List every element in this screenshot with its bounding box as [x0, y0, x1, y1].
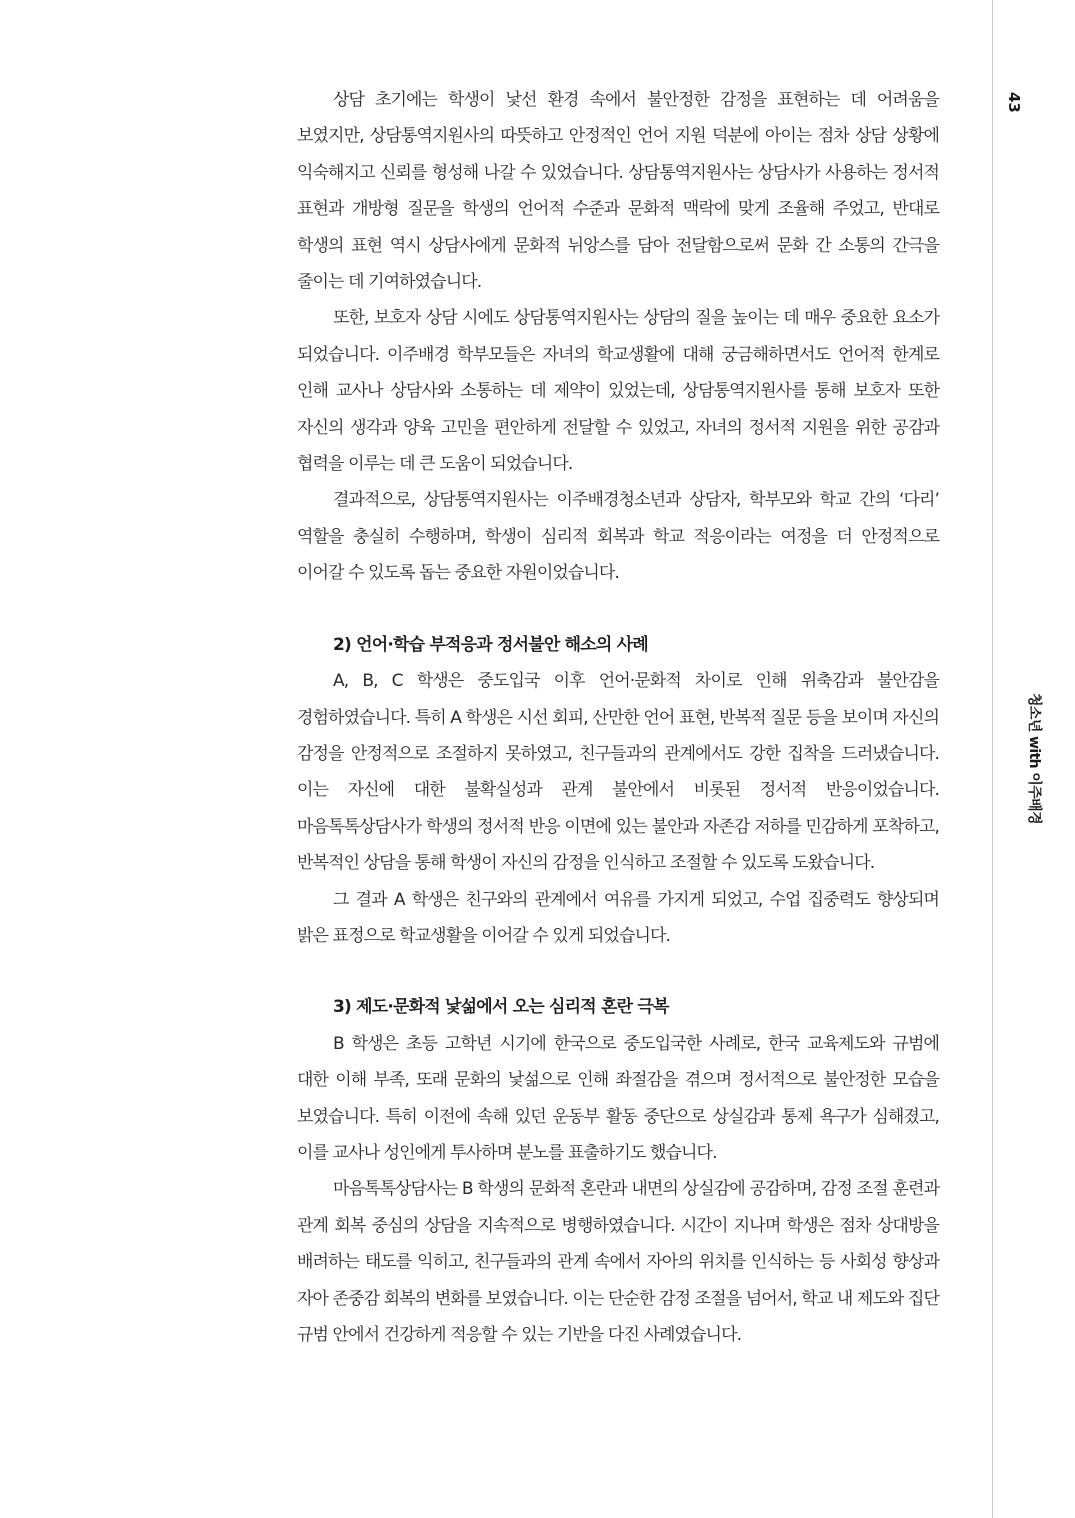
section-heading-3: 3) 제도·문화적 낯섦에서 오는 심리적 혼란 극복: [333, 997, 669, 1018]
paragraph-case-a-result: 그 결과 A 학생은 친구와의 관계에서 여유를 가지게 되었고, 수업 집중력도 향상되며 밝은 표정으로 학교생활을 이어갈 수 있게 되었습니다.: [297, 889, 939, 946]
section-spacer: [297, 954, 939, 989]
paragraph-case-abc: A, B, C 학생은 중도입국 이후 언어·문화적 차이로 인해 위축감과 불안감을 경험하였습니다. 특히 A 학생은 시선 회피, 산만한 언어 표현, 반복적 질문 등을 보이며 자신의 감정을 안정적으로 조절하지 못하였고, 친구들과의 관계에서도 강한 집착을 드러냈습니다. 이는 자신에 대한 불확실성과 관계 불안에서 비롯된 정서적 반응이었습니다. 마음톡톡상담사가 학생의 정서적 반응 이면에 있는 불안과 자존감 저하를 민감하게 포착하고, 반복적인 상담을 통해 학생이 자신의 감정을 인식하고 조절할 수 있도록 도왔습니다.: [297, 671, 939, 874]
running-title: 청소년 with 이주배경: [1026, 693, 1042, 825]
section-heading-2: 2) 언어·학습 부적응과 정서불안 해소의 사례: [333, 634, 648, 655]
paragraph-counseling-early: 상담 초기에는 학생이 낯선 환경 속에서 불안정한 감정을 표현하는 데 어려움을 보였지만, 상담통역지원사의 따뜻하고 안정적인 언어 지원 덕분에 아이는 점차 상담 상황에 익숙해지고 신뢰를 형성해 나갈 수 있었습니다. 상담통역지원사는 상담사가 사용하는 정서적 표현과 개방형 질문을 학생의 언어적 수준과 문화적 맥락에 맞게 조율해 주었고, 반대로 학생의 표현 역시 상담사에게 문화적 뉘앙스를 담아 전달함으로써 문화 간 소통의 간극을 줄이는 데 기여하였습니다.: [297, 90, 939, 293]
paragraph-guardian-counseling: 또한, 보호자 상담 시에도 상담통역지원사는 상담의 질을 높이는 데 매우 중요한 요소가 되었습니다. 이주배경 학부모들은 자녀의 학교생활에 대해 궁금해하면서도 언어적 한계로 인해 교사나 상담사와 소통하는 데 제약이 있었는데, 상담통역지원사를 통해 보호자 또한 자신의 생각과 양육 고민을 편안하게 전달할 수 있었고, 자녀의 정서적 지원을 위한 공감과 협력을 이루는 데 큰 도움이 되었습니다.: [297, 308, 939, 475]
section-spacer: [297, 592, 939, 627]
page-number: 43: [1005, 92, 1023, 113]
paragraph-conclusion: 결과적으로, 상담통역지원사는 이주배경청소년과 상담자, 학부모와 학교 간의 ‘다리’ 역할을 충실히 수행하며, 학생이 심리적 회복과 학교 적응이라는 여정을 더 안정적으로 이어갈 수 있도록 돕는 중요한 자원이었습니다.: [297, 490, 939, 584]
page-body: [297, 82, 939, 1353]
paragraph-case-b: B 학생은 초등 고학년 시기에 한국으로 중도입국한 사례로, 한국 교육제도와 규범에 대한 이해 부족, 또래 문화의 낯섦으로 인해 좌절감을 겪으며 정서적으로 불안정한 모습을 보였습니다. 특히 이전에 속해 있던 운동부 활동 중단으로 상실감과 통제 욕구가 심해졌고, 이를 교사나 성인에게 투사하며 분노를 표출하기도 했습니다.: [297, 1033, 939, 1163]
margin-divider: [992, 0, 993, 1518]
paragraph-case-b-result: 마음톡톡상담사는 B 학생의 문화적 혼란과 내면의 상실감에 공감하며, 감정 조절 훈련과 관계 회복 중심의 상담을 지속적으로 병행하였습니다. 시간이 지나며 학생은 점차 상대방을 배려하는 태도를 익히고, 친구들과의 관계 속에서 자아의 위치를 인식하는 등 사회성 향상과 자아 존중감 회복의 변화를 보였습니다. 이는 단순한 감정 조절을 넘어서, 학교 내 제도와 집단 규범 안에서 건강하게 적응할 수 있는 기반을 다진 사례였습니다.: [297, 1179, 939, 1345]
